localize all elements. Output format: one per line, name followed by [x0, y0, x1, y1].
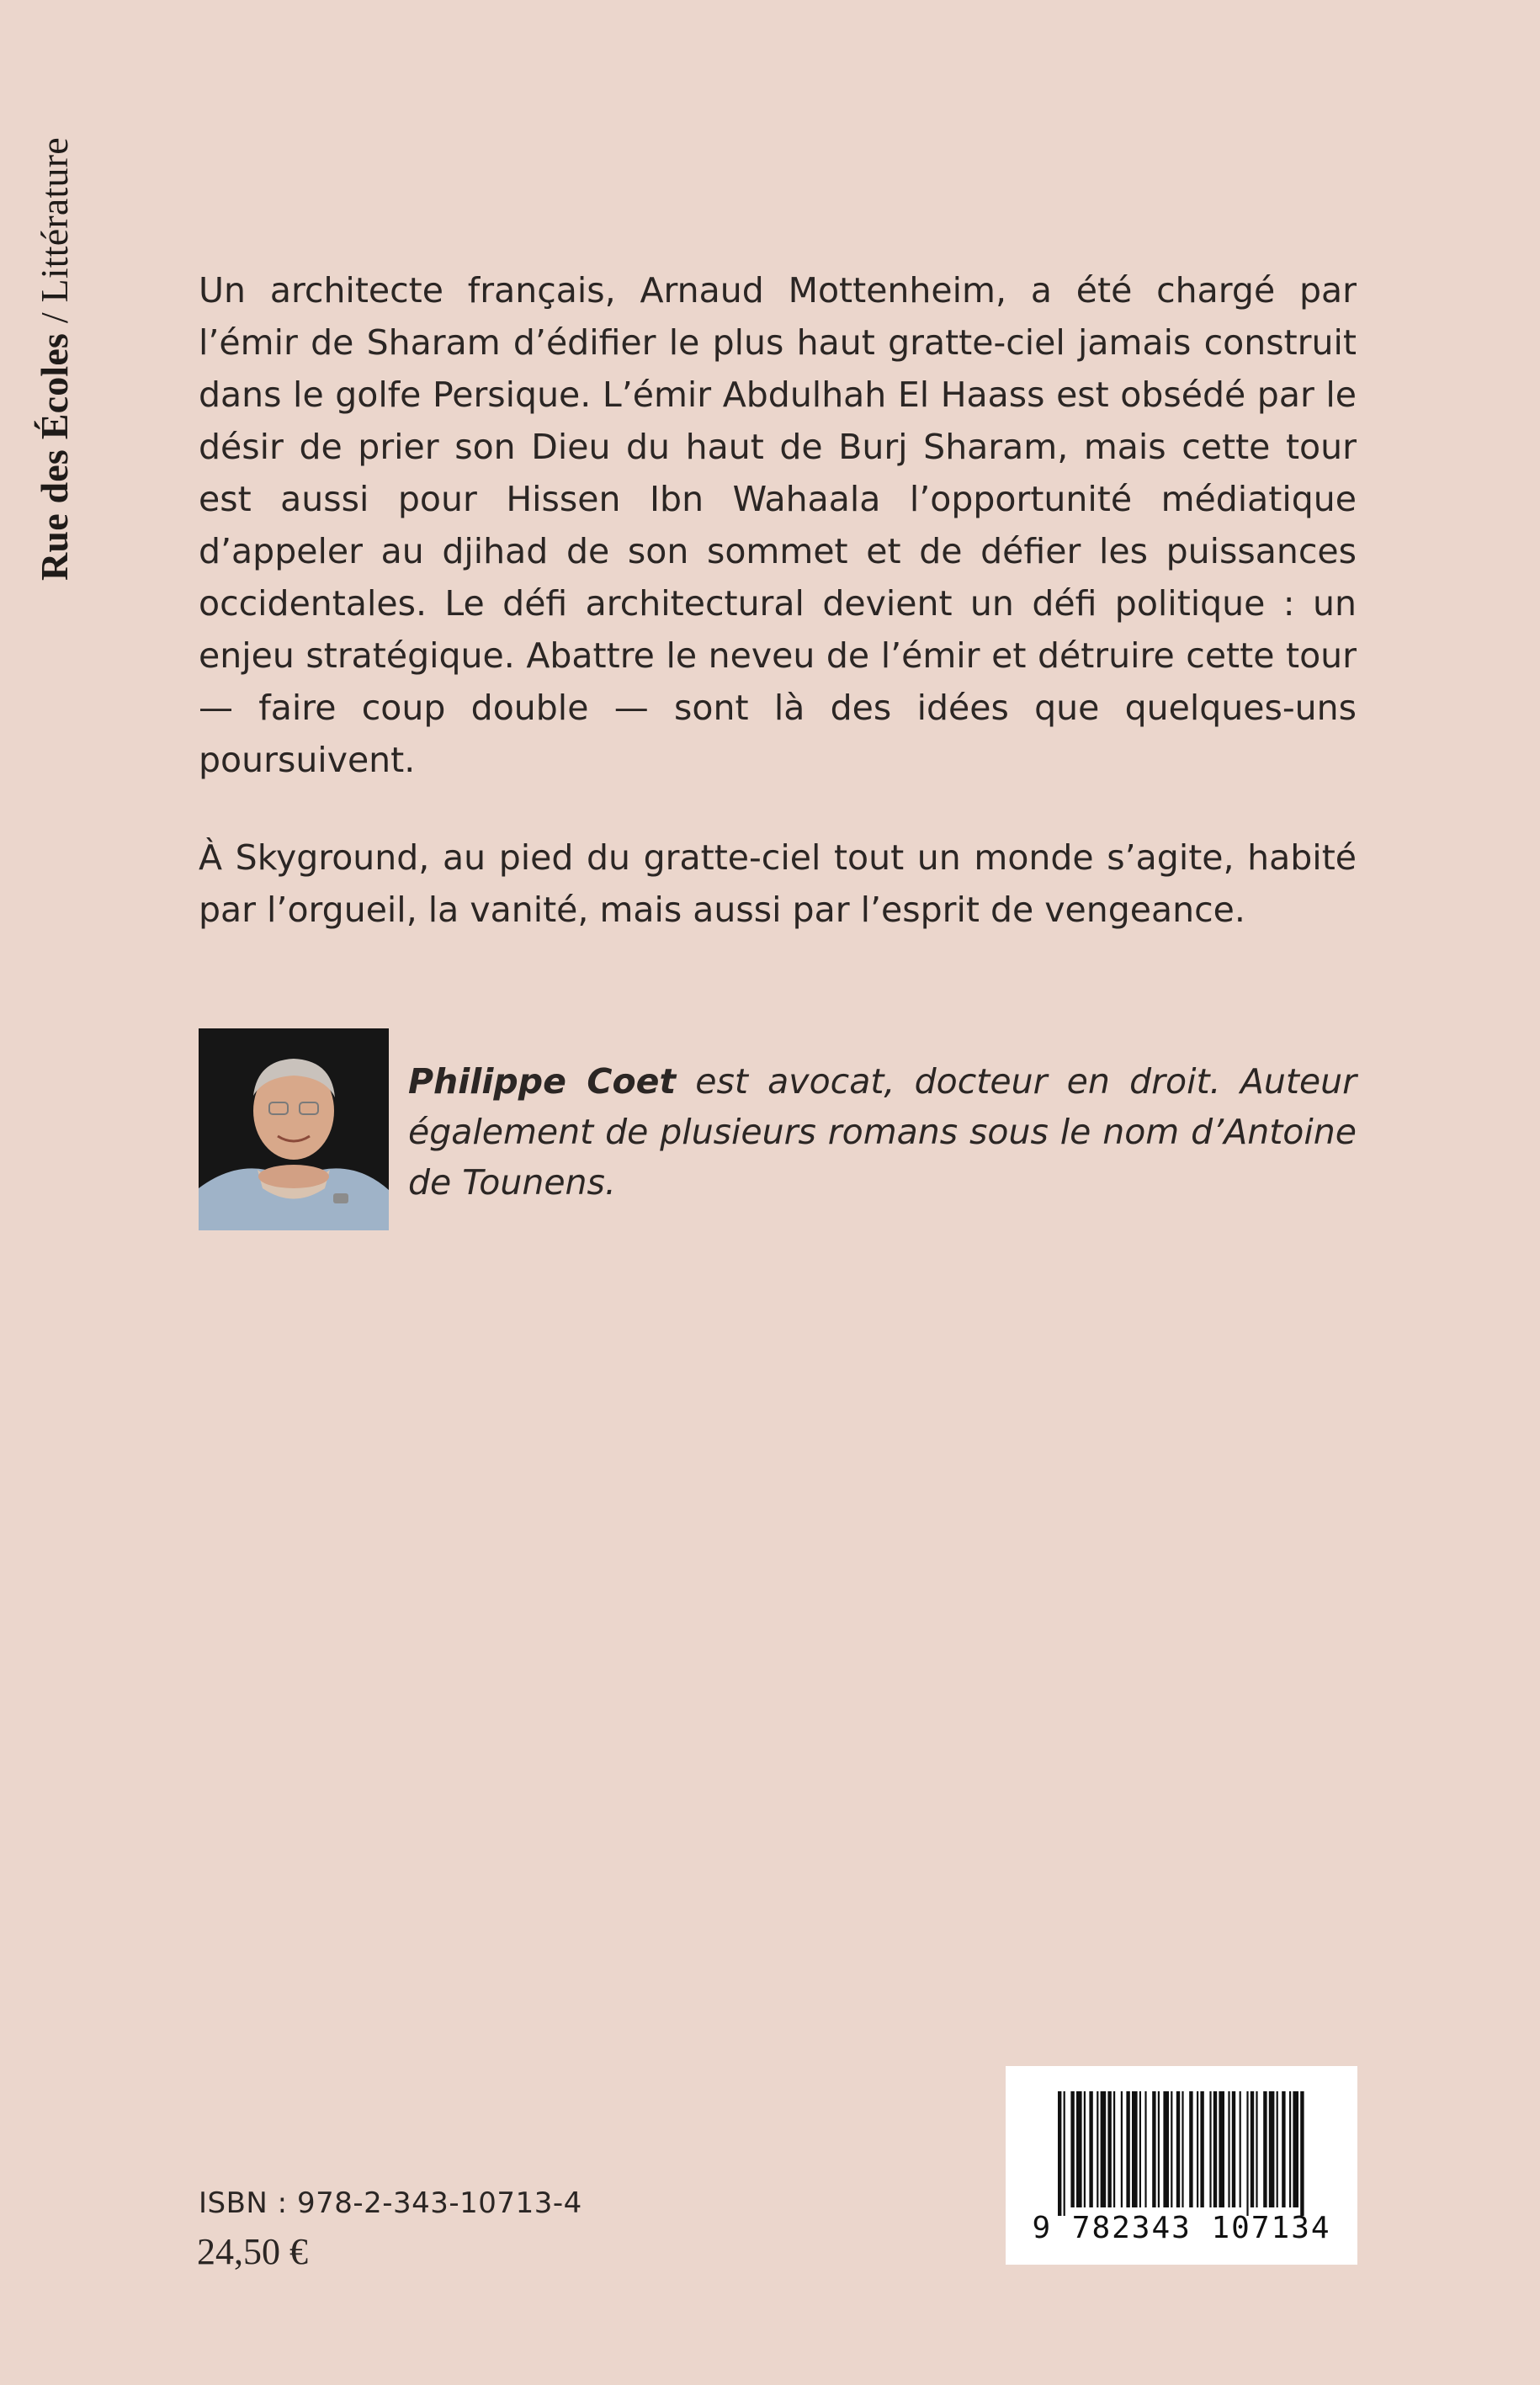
barcode-bar — [1107, 2091, 1111, 2207]
barcode-bar — [1152, 2091, 1155, 2207]
barcode-bar — [1113, 2091, 1115, 2207]
barcode-bar — [1209, 2091, 1211, 2207]
barcode-bar — [1251, 2091, 1254, 2207]
barcode-bar — [1089, 2091, 1092, 2207]
barcode-bar — [1189, 2091, 1192, 2207]
author-photo — [199, 1028, 389, 1230]
barcode-bar — [1232, 2091, 1235, 2207]
barcode-bar — [1182, 2091, 1183, 2207]
barcode-bar — [1121, 2091, 1123, 2207]
barcode-bar — [1240, 2091, 1241, 2207]
collection-name: Littérature — [33, 137, 76, 303]
back-cover-blurb — [199, 264, 1357, 981]
barcode-bar — [1282, 2091, 1285, 2207]
barcode-bar — [1293, 2091, 1298, 2207]
barcode-bar — [1058, 2091, 1061, 2216]
barcode-bar — [1171, 2091, 1172, 2207]
barcode-bar — [1064, 2091, 1065, 2216]
barcode-digits: 9 782343 107134 — [1032, 2211, 1331, 2245]
author-name: Philippe Coet — [408, 1061, 677, 1102]
barcode-bar — [1213, 2091, 1217, 2207]
barcode-bar — [1132, 2091, 1138, 2207]
barcode-bar — [1256, 2091, 1257, 2207]
barcode-bar — [1163, 2091, 1169, 2207]
barcode-bar — [1076, 2091, 1082, 2207]
barcode — [1006, 2066, 1357, 2265]
barcode-bar — [1219, 2091, 1224, 2207]
barcode-bar — [1084, 2091, 1086, 2207]
author-bio-text: est avocat, docteur en droit. Auteur également de plusieurs romans sous le nom d’Antoine de Tounens. — [408, 1061, 1357, 1203]
barcode-bar — [1277, 2091, 1278, 2207]
barcode-bar — [1300, 2091, 1304, 2216]
barcode-bar — [1176, 2091, 1180, 2207]
barcode-bar — [1269, 2091, 1275, 2207]
barcode-bar — [1158, 2091, 1160, 2207]
barcode-bar — [1289, 2091, 1291, 2207]
barcode-bar — [1126, 2091, 1129, 2207]
barcode-bar — [1101, 2091, 1107, 2207]
barcode-bar — [1200, 2091, 1203, 2207]
series-name: Rue des Écoles — [33, 332, 76, 581]
blurb-paragraph-2: À Skyground, au pied du gratte-ciel tout un monde s’agite, habité par l’orgueil, la vanité, mais aussi par l’esprit de vengeance. — [199, 837, 1357, 930]
barcode-bar — [1097, 2091, 1098, 2207]
barcode-bar — [1228, 2091, 1229, 2207]
price: 24,50 € — [197, 2231, 308, 2272]
series-separator: / — [33, 302, 76, 333]
barcode-bar — [1070, 2091, 1074, 2207]
author-portrait-illustration — [199, 1028, 389, 1230]
barcode-bar — [1197, 2091, 1198, 2207]
spine-series-label — [32, 137, 77, 581]
barcode-bar — [1139, 2091, 1141, 2207]
isbn-number: ISBN : 978-2-343-10713-4 — [199, 2186, 582, 2220]
barcode-bar — [1144, 2091, 1146, 2207]
blurb-paragraph-1: Un architecte français, Arnaud Mottenheim, a été chargé par l’émir de Sharam d’édifier le plus haut gratte-ciel jamais construit dans le golfe Persique. L’émir Abdulhah El Haass est obsédé par le désir de prier son Dieu du haut de Burj Sharam, mais cette tour est aussi pour Hissen Ibn Wahaala l’opportunité médiatique d’appeler au djihad de son sommet et de défier les puissances occidentales. Le défi architectural devient un défi politique : un enjeu stratégique. Abattre le neveu de l’émir et détruire cette tour — faire coup double — sont là des idées que quelques-uns poursuivent. — [199, 270, 1357, 780]
barcode-bar — [1246, 2091, 1248, 2216]
barcode-bar — [1263, 2091, 1267, 2207]
author-bio — [408, 1056, 1357, 1208]
